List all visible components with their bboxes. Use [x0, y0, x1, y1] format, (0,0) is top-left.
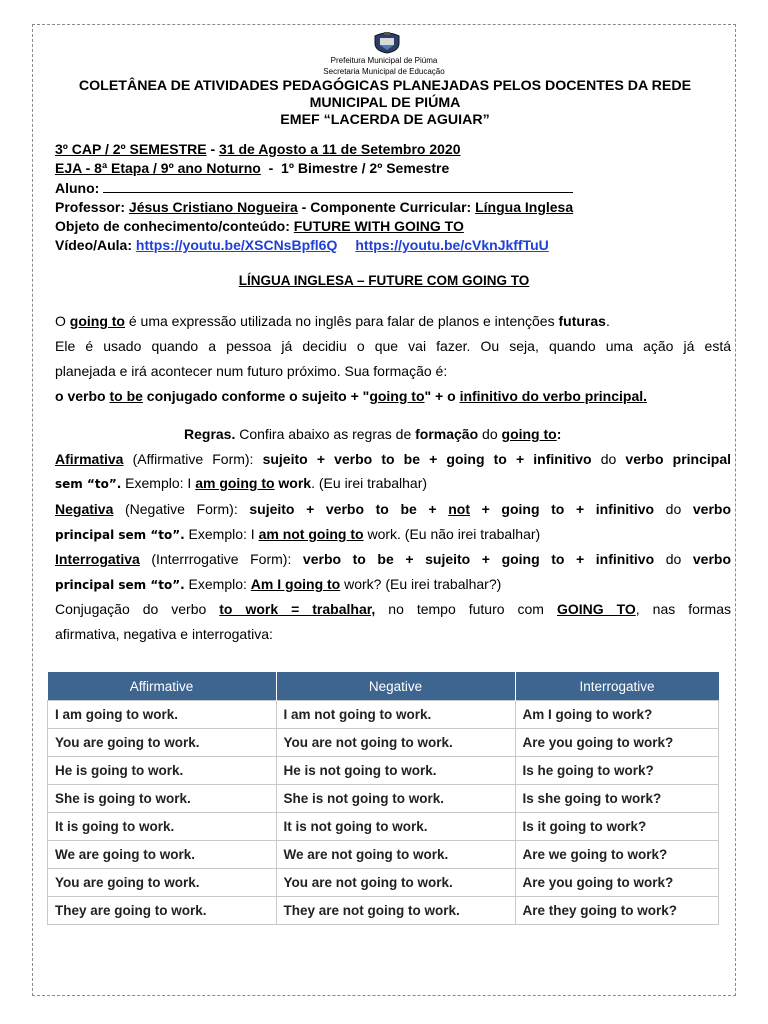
separator: - [260, 160, 282, 176]
table-cell: You are going to work. [48, 729, 277, 757]
conjugation-table [47, 672, 719, 925]
prefeitura-line: Prefeitura Municipal de Piúma [330, 56, 438, 65]
municipal-crest-icon [372, 30, 402, 54]
objeto-line [55, 218, 735, 235]
text: : [556, 426, 562, 442]
table-cell: It is going to work. [48, 813, 277, 841]
table-cell: He is not going to work. [276, 757, 515, 785]
secretaria-line: Secretaria Municipal de Educação [323, 67, 445, 76]
text: futuras [558, 313, 606, 329]
text: do [654, 551, 693, 567]
table-cell: We are going to work. [48, 841, 277, 869]
table-cell: She is going to work. [48, 785, 277, 813]
table-row [48, 869, 719, 897]
aluno-line [55, 179, 735, 197]
table-body [48, 701, 719, 925]
text: Interrogativa [55, 551, 140, 567]
professor-label: Professor: [55, 199, 129, 215]
table-row [48, 729, 719, 757]
professor-line [55, 199, 735, 216]
formation-line [55, 388, 731, 405]
cap-line [55, 141, 735, 158]
text: no tempo futuro com [375, 601, 557, 617]
table-cell: She is not going to work. [276, 785, 515, 813]
intro-line-1 [55, 313, 731, 330]
table-cell: They are going to work. [48, 897, 277, 925]
table-cell: Is she going to work? [515, 785, 719, 813]
text: Negativa [55, 501, 114, 517]
document-title [40, 78, 730, 129]
title-line-3: EMEF “LACERDA DE AGUIAR” [280, 112, 490, 128]
componente-value: Língua Inglesa [475, 199, 574, 215]
text: conjugado conforme o sujeito + " [142, 388, 370, 404]
table-cell: Are they going to work? [515, 897, 719, 925]
text: do [591, 451, 626, 467]
text: Regras. [184, 426, 236, 442]
text: going to [69, 313, 125, 329]
header-affirmative: Affirmative [48, 672, 277, 701]
table-cell: I am not going to work. [276, 701, 515, 729]
text: (Interrrogative Form): [139, 551, 303, 567]
header-negative: Negative [276, 672, 515, 701]
text: Afirmativa [55, 451, 124, 467]
interrogative-rule-line-2 [55, 576, 731, 594]
table-row [48, 897, 719, 925]
title-line-2: MUNICIPAL DE PIÚMA [309, 95, 461, 111]
intro-line-2: Ele é usado quando a pessoa já decidiu o que vai fazer. Ou seja, quando uma ação já está [55, 338, 731, 354]
text: work. (Eu não irei trabalhar) [363, 526, 541, 542]
text: infinitivo do verbo principal. [459, 388, 648, 404]
text: O [55, 313, 70, 329]
eja-line [55, 160, 735, 177]
intro-line-3: planejada e irá acontecer num futuro próximo. Sua formação é: [55, 363, 448, 379]
conjugation-intro-line-1 [55, 601, 731, 618]
text: to be [109, 388, 143, 404]
text: Conjugação do verbo [55, 601, 220, 617]
text: GOING TO [556, 601, 636, 617]
affirmative-rule-line-1 [55, 451, 731, 468]
objeto-label: Objeto de conhecimento/conteúdo: [55, 218, 294, 234]
aluno-name-field[interactable] [103, 179, 573, 193]
text: " + o [424, 388, 460, 404]
text: Exemplo: [184, 576, 251, 592]
video-label: Vídeo/Aula: [55, 237, 136, 253]
table-cell: Is he going to work? [515, 757, 719, 785]
interrogative-rule-line-1 [55, 551, 731, 568]
text: principal sem “to”. [55, 578, 185, 592]
table-cell: I am going to work. [48, 701, 277, 729]
text: + going to + infinitivo [469, 501, 655, 517]
text: am not going to [258, 526, 364, 542]
text: work [274, 475, 312, 491]
conjugation-intro-line-2: afirmativa, negativa e interrogativa: [55, 626, 273, 642]
table-header-row [48, 672, 719, 701]
dates: 31 de Agosto a 11 de Setembro 2020 [219, 141, 461, 157]
text: verbo to be + sujeito + going to + infinitivo [302, 551, 655, 567]
aluno-label: Aluno: [55, 180, 104, 196]
text: Confira abaixo as regras de [235, 426, 416, 442]
text: verbo principal [625, 451, 731, 467]
text: going to [369, 388, 425, 404]
text: , nas formas [635, 601, 732, 617]
professor-name: Jésus Cristiano Nogueira [128, 199, 298, 215]
video-link-2[interactable]: https://youtu.be/cVknJkffTuU [355, 237, 549, 253]
table-cell: Are you going to work? [515, 729, 719, 757]
text: sujeito + verbo to be + going to + infinitivo [262, 451, 592, 467]
componente-label: - Componente Curricular: [297, 199, 476, 215]
table-cell: He is going to work. [48, 757, 277, 785]
negative-rule-line-2 [55, 526, 731, 544]
table-cell: Is it going to work? [515, 813, 719, 841]
table-row [48, 813, 719, 841]
table-row [48, 757, 719, 785]
text: do [654, 501, 693, 517]
table-cell: It is not going to work. [276, 813, 515, 841]
table-cell: Are we going to work? [515, 841, 719, 869]
title-line-1: COLETÂNEA DE ATIVIDADES PEDAGÓGICAS PLANEJADAS PELOS DOCENTES DA REDE [78, 78, 692, 94]
text: am going to [195, 475, 275, 491]
text: principal sem “to”. [55, 528, 185, 542]
table-row [48, 841, 719, 869]
table-cell: You are going to work. [48, 869, 277, 897]
affirmative-rule-line-2 [55, 475, 731, 493]
text: Exemplo: I [184, 526, 259, 542]
text: formação [415, 426, 479, 442]
header-interrogative: Interrogative [515, 672, 719, 701]
text: not [448, 501, 470, 517]
text: verbo [692, 551, 731, 567]
text: Am I going to [250, 576, 341, 592]
text: é uma expressão utilizada no inglês para falar de planos e intenções [124, 313, 559, 329]
table-cell: Am I going to work? [515, 701, 719, 729]
video-line [55, 237, 735, 254]
objeto-value: FUTURE WITH GOING TO [293, 218, 464, 234]
text: (Affirmative Form): [123, 451, 263, 467]
table-cell: They are not going to work. [276, 897, 515, 925]
table-cell: You are not going to work. [276, 869, 515, 897]
table-row [48, 785, 719, 813]
section-title [0, 273, 768, 288]
eja-etapa: EJA - 8ª Etapa / 9º ano Noturno [55, 160, 261, 176]
text: o verbo [55, 388, 110, 404]
bimestre: 1º Bimestre / 2º Semestre [281, 160, 450, 176]
text: do [478, 426, 502, 442]
text: sujeito + verbo to be + [249, 501, 449, 517]
video-link-1[interactable]: https://youtu.be/XSCNsBpfl6Q [135, 237, 338, 253]
text: (Negative Form): [113, 501, 250, 517]
text: to work = trabalhar, [219, 601, 376, 617]
table-row [48, 701, 719, 729]
text: work? (Eu irei trabalhar?) [340, 576, 502, 592]
table-cell: Are you going to work? [515, 869, 719, 897]
separator: - [206, 141, 220, 157]
text: . [605, 313, 610, 329]
text: Exemplo: I [121, 475, 196, 491]
cap-semestre: 3º CAP / 2º SEMESTRE [55, 141, 207, 157]
table-cell: We are not going to work. [276, 841, 515, 869]
text: . (Eu irei trabalhar) [311, 475, 428, 491]
text: going to [501, 426, 557, 442]
section-title-text: LÍNGUA INGLESA – FUTURE COM GOING TO [238, 273, 530, 288]
rules-title [184, 426, 744, 443]
table-cell: You are not going to work. [276, 729, 515, 757]
text: verbo [692, 501, 731, 517]
text: sem “to”. [55, 477, 122, 491]
negative-rule-line-1 [55, 501, 731, 518]
